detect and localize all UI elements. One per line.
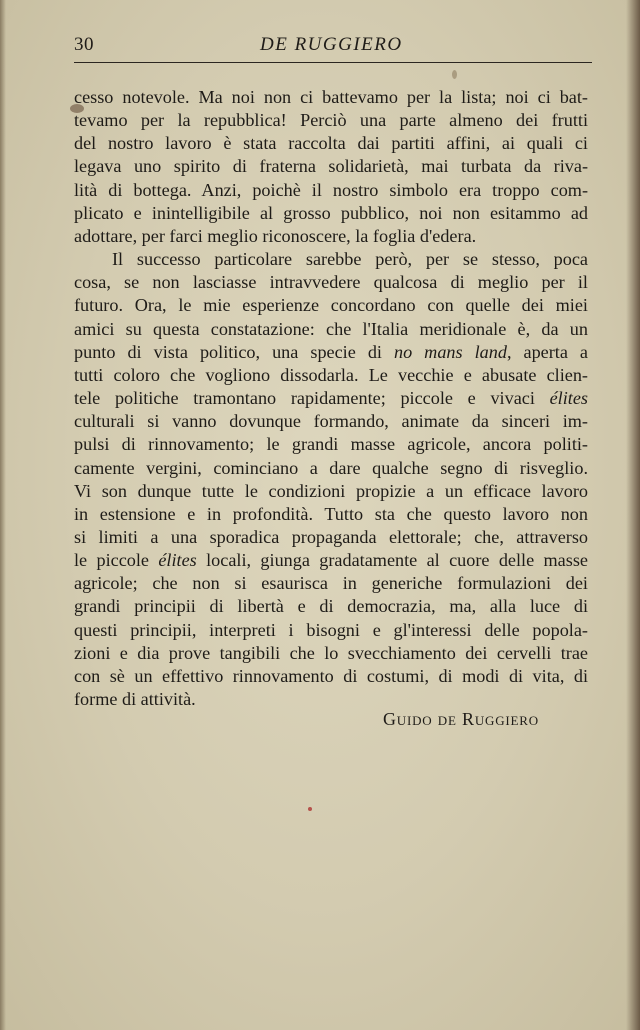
- page-number: 30: [74, 34, 94, 55]
- author-signature: Guido de Ruggiero: [383, 709, 539, 729]
- text-line: tele politiche tramontano rapidamente; piccole e vivaci élites: [74, 388, 588, 409]
- text-line: in estensione e in profondità. Tutto sta che questo lavoro non: [74, 503, 588, 524]
- text-line: plicato e inintelligibile al grosso pubblico, noi non esitammo ad: [74, 202, 588, 223]
- text-line: punto di vista politico, una specie di no mans land, aperta a: [74, 341, 589, 362]
- foxing-spot: [452, 70, 457, 79]
- page-edge-left: [0, 0, 6, 1030]
- text-line: amici su questa constatazione: che l'Italia meridionale è, da un: [74, 318, 588, 339]
- text-line: pulsi di rinnovamento; le grandi masse agricole, ancora politi-: [74, 434, 588, 455]
- text-line: con sè un effettivo rinnovamento di costumi, di modi di vita, di: [74, 665, 588, 686]
- paragraph-1: [74, 86, 588, 248]
- page-header: [74, 30, 592, 60]
- text-line: grandi principii di libertà e di democrazia, ma, alla luce di: [74, 596, 588, 617]
- text-line: del nostro lavoro è stata raccolta dai partiti affini, ai quali ci: [74, 133, 588, 154]
- red-speck: [308, 807, 312, 811]
- text-line: cosa, se non lasciasse intravvedere qualcosa di meglio per il: [74, 272, 588, 293]
- body-text: [74, 86, 588, 711]
- text-line: legava uno spirito di fraterna solidarietà, mai turbata da riva-: [74, 156, 588, 177]
- text-line: tevamo per la repubblica! Perciò una parte almeno dei frutti: [74, 110, 588, 131]
- text-line: lità di bottega. Anzi, poichè il nostro simbolo era troppo com-: [74, 179, 588, 200]
- page-edge-right: [626, 0, 640, 1030]
- text-line: zioni e dia prove tangibili che lo svecchiamento dei cervelli trae: [74, 642, 588, 663]
- paragraph-2: [74, 248, 588, 711]
- text-line: tutti coloro che vogliono dissodarla. Le vecchie e abusate clien-: [74, 364, 588, 385]
- text-line: culturali si vanno dovunque formando, animate da sinceri im-: [74, 411, 588, 432]
- text-line: agricole; che non si esaurisca in generiche formulazioni dei: [74, 573, 588, 594]
- text-line: forme di attività.: [74, 689, 196, 710]
- running-title: DE RUGGIERO: [260, 34, 403, 55]
- text-line: camente vergini, cominciano a dare qualche segno di risveglio.: [74, 457, 588, 478]
- text-line: futuro. Ora, le mie esperienze concordano con quelle dei miei: [74, 295, 588, 316]
- header-rule: [74, 62, 592, 63]
- text-line: cesso notevole. Ma noi non ci battevamo per la lista; noi ci bat-: [74, 87, 588, 107]
- text-line: questi principii, interpreti i bisogni e gl'interessi delle popola-: [74, 619, 588, 640]
- text-line: Vi son dunque tutte le condizioni propizie a un efficace lavoro: [74, 480, 588, 501]
- text-line: le piccole élites locali, giunga gradatamente al cuore delle masse: [74, 550, 588, 571]
- text-line: Il successo particolare sarebbe però, per se stesso, poca: [112, 249, 588, 270]
- text-line: adottare, per farci meglio riconoscere, la foglia d'edera.: [74, 225, 477, 246]
- text-line: si limiti a una sporadica propaganda elettorale; che, attraverso: [74, 526, 588, 547]
